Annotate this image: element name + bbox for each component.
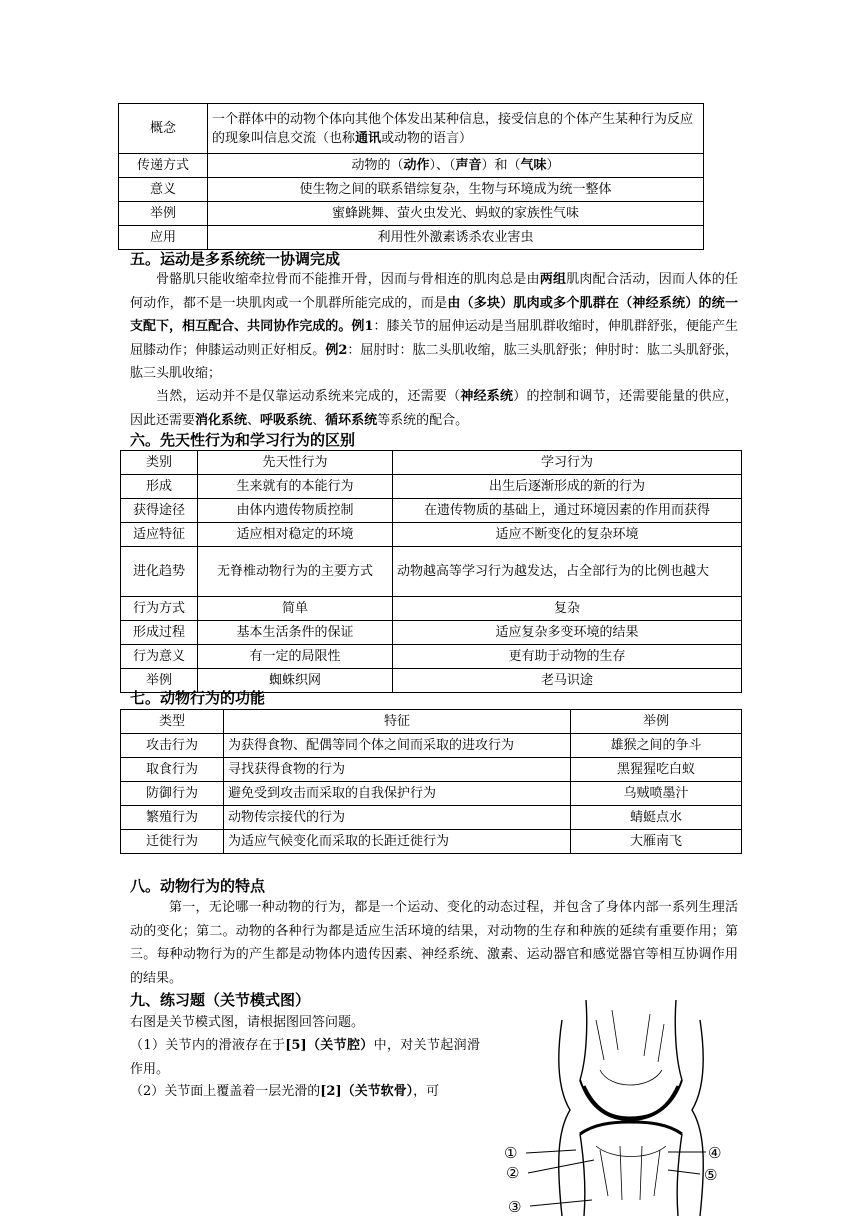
table-cell: 适应复杂多变环境的结果 <box>393 621 742 645</box>
section-title: 八。动物行为的特点 <box>130 877 266 895</box>
table-cell: 为适应气候变化而采取的长距迁徙行为 <box>224 830 571 854</box>
table-row <box>121 547 742 597</box>
label-2: ② <box>506 1164 520 1182</box>
table-cell: 更有助于动物的生存 <box>393 645 742 669</box>
table-row <box>119 104 704 154</box>
table-cell: 传递方式 <box>119 154 208 178</box>
table-cell: 利用性外激素诱杀农业害虫 <box>208 226 704 250</box>
header-cell: 学习行为 <box>393 451 742 475</box>
cell-text: 动物的（ <box>351 158 404 173</box>
table-cell: 行为方式 <box>121 597 198 621</box>
table-cell: 动物传宗接代的行为 <box>224 806 571 830</box>
text: （2）关节面上覆盖着一层光滑的 <box>130 1084 321 1099</box>
table-row <box>121 523 742 547</box>
table-cell: 寻找获得食物的行为 <box>224 758 571 782</box>
label-3: ③ <box>508 1198 522 1216</box>
table-cell: 避免受到攻击而采取的自我保护行为 <box>224 782 571 806</box>
header-cell: 类型 <box>121 710 224 734</box>
text: ）的控制和调节，还需要能量的供应，因此还需要 <box>130 389 738 428</box>
section-title: 七。动物行为的功能 <box>130 689 266 707</box>
text: 肌肉配合活动，因而人体的任何动作，都不是一块肌肉或一个肌群所能完成的，而是 <box>130 272 738 311</box>
text: （1）关节内的滑液存在于 <box>130 1038 286 1053</box>
table-cell: 获得途径 <box>121 499 198 523</box>
bold-text: 由（多块）肌肉或多个肌群在（神经系统）的统一支配下，相互配合、共同协作完成的。例1 <box>130 295 738 334</box>
table-cell: 行为意义 <box>121 645 198 669</box>
table-row <box>121 597 742 621</box>
cell-text: 或动物的语言） <box>381 130 473 146</box>
cell-bold: 气味 <box>520 158 547 173</box>
table-cell: 应用 <box>119 226 208 250</box>
table-cell: 攻击行为 <box>121 734 224 758</box>
cell-text: ）和（ <box>481 158 521 173</box>
bold-text: [2]（关节软骨） <box>320 1084 414 1099</box>
header-cell: 特征 <box>224 710 571 734</box>
bold-text: 例2 <box>325 342 348 358</box>
info-exchange-table <box>118 103 704 250</box>
table-row <box>119 178 704 202</box>
question-1 <box>130 1034 480 1081</box>
section-title: 九、练习题（关节模式图） <box>130 991 311 1009</box>
table-row <box>121 734 742 758</box>
behavior-comparison-table <box>120 450 742 693</box>
table-row <box>119 154 704 178</box>
text: 、 <box>247 412 261 428</box>
header-cell: 先天性行为 <box>198 451 393 475</box>
table-cell: 概念 <box>119 104 208 154</box>
question-2 <box>130 1080 480 1104</box>
table-cell: 繁殖行为 <box>121 806 224 830</box>
table-cell: 出生后逐渐形成的新的行为 <box>393 475 742 499</box>
table-row <box>121 782 742 806</box>
table-cell: 取食行为 <box>121 758 224 782</box>
table-cell: 在遗传物质的基础上，通过环境因素的作用而获得 <box>393 499 742 523</box>
header-cell: 类别 <box>121 451 198 475</box>
bold-text: [5]（关节腔） <box>285 1038 374 1053</box>
question-intro: 右图是关节模式图，请根据图回答问题。 <box>130 1015 365 1030</box>
table-cell: 进化趋势 <box>121 547 198 597</box>
paragraph: 第一，无论哪一种动物的行为，都是一个运动、变化的动态过程，并包含了身体内部一系列生理活动的变化；第二。动物的各种行为都是适应生活环境的结果，对动物的生存和种族的延续有重要作用；第三。每种动物行为的产生都是动物体内遗传因素、神经系统、激素、运动器官和感觉器官等相互协调作用的结果。 <box>130 900 738 986</box>
table-cell: 蜘蛛织网 <box>198 669 393 693</box>
table-row <box>121 806 742 830</box>
table-cell: 适应特征 <box>121 523 198 547</box>
text: ：屈肘时：肱二头肌收缩，肱三头肌舒张；伸肘时：肱二头肌舒张，肱三头肌收缩； <box>130 342 738 381</box>
text: 、 <box>312 412 326 428</box>
table-cell: 举例 <box>121 669 198 693</box>
table-cell: 基本生活条件的保证 <box>198 621 393 645</box>
cell-bold: 动作 <box>403 158 430 173</box>
table-cell: 黑猩猩吃白蚁 <box>571 758 742 782</box>
text: 等系统的配合。 <box>377 412 469 428</box>
table-row <box>119 226 704 250</box>
table-cell: 适应相对稳定的环境 <box>198 523 393 547</box>
label-5: ⑤ <box>704 1166 718 1184</box>
table-cell: 无脊椎动物行为的主要方式 <box>198 547 393 597</box>
table-cell: 适应不断变化的复杂环境 <box>393 523 742 547</box>
table-cell: 蜻蜓点水 <box>571 806 742 830</box>
table-row <box>121 758 742 782</box>
table-cell: 由体内遗传物质控制 <box>198 499 393 523</box>
text: ，可 <box>413 1084 440 1099</box>
text: 骨骼肌只能收缩牵拉骨而不能推开骨，因而与骨相连的肌肉总是由 <box>156 272 540 287</box>
table-cell: 意义 <box>119 178 208 202</box>
table-cell: 复杂 <box>393 597 742 621</box>
cell-bold: 通讯 <box>355 130 382 146</box>
table-cell: 乌贼喷墨汁 <box>571 782 742 806</box>
table-cell <box>208 104 704 154</box>
cell-text: ） <box>546 158 560 173</box>
behavior-function-table <box>120 709 742 854</box>
table-cell: 简单 <box>198 597 393 621</box>
table-cell: 形成 <box>121 475 198 499</box>
table-cell: 生来就有的本能行为 <box>198 475 393 499</box>
table-cell: 使生物之间的联系错综复杂，生物与环境成为统一整体 <box>208 178 704 202</box>
table-cell: 蜜蜂跳舞、萤火虫发光、蚂蚁的家族性气味 <box>208 202 704 226</box>
table-row <box>119 202 704 226</box>
bold-text: 两组 <box>539 272 567 287</box>
table-cell <box>208 154 704 178</box>
table-cell: 形成过程 <box>121 621 198 645</box>
table-row <box>121 621 742 645</box>
table-header-row <box>121 710 742 734</box>
header-cell: 举例 <box>571 710 742 734</box>
text: 中，对关节起润滑作用。 <box>130 1038 480 1077</box>
table-cell: 迁徙行为 <box>121 830 224 854</box>
table-cell: 为获得食物、配偶等同个体之间而采取的进攻行为 <box>224 734 571 758</box>
table-row <box>121 499 742 523</box>
table-cell: 大雁南飞 <box>571 830 742 854</box>
table-cell: 有一定的局限性 <box>198 645 393 669</box>
joint-diagram <box>500 1000 760 1216</box>
section-title: 六。先天性行为和学习行为的区别 <box>130 431 356 449</box>
table-row <box>121 645 742 669</box>
bold-text: 循环系统 <box>325 412 378 428</box>
label-1: ① <box>504 1144 518 1162</box>
paragraph <box>130 268 738 386</box>
table-row <box>121 830 742 854</box>
bold-text: 呼吸系统 <box>260 412 313 428</box>
table-cell: 防御行为 <box>121 782 224 806</box>
cell-text: 一个群体中的动物个体向其他个体发出某种信息，接受信息的个体产生某种行为反应的现象叫信息交流（也称 <box>212 111 694 146</box>
joint-drawing <box>526 1000 706 1216</box>
table-header-row <box>121 451 742 475</box>
label-4: ④ <box>708 1144 722 1162</box>
table-cell: 举例 <box>119 202 208 226</box>
text: 当然，运动并不是仅靠运动系统来完成的，还需要（ <box>156 389 461 404</box>
table-row <box>121 475 742 499</box>
cell-bold: 声音 <box>455 158 482 173</box>
table-cell: 动物越高等学习行为越发达，占全部行为的比例也越大 <box>393 547 742 597</box>
text: ：膝关节的屈伸运动是当屈肌群收缩时，伸肌群舒张，便能产生屈膝动作；伸膝运动则正好相反。 <box>130 319 738 358</box>
section-title: 五。运动是多系统统一协调完成 <box>130 250 341 268</box>
paragraph <box>130 385 738 432</box>
bold-text: 消化系统 <box>195 412 248 428</box>
bold-text: 神经系统 <box>460 389 514 404</box>
cell-text: ）、（ <box>429 158 456 173</box>
table-cell: 老马识途 <box>393 669 742 693</box>
table-cell: 雄猴之间的争斗 <box>571 734 742 758</box>
